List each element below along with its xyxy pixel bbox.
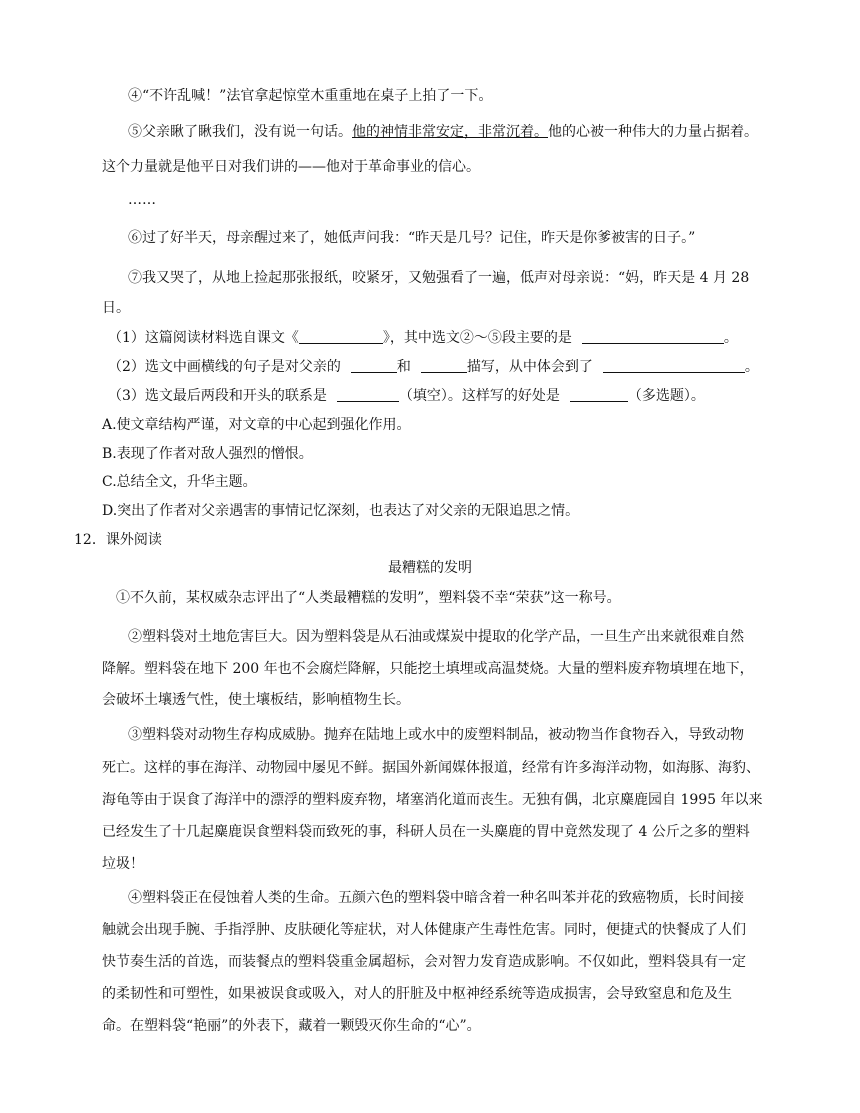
answer-blank-course-title[interactable] — [299, 329, 383, 344]
passage-paragraph-7: ⑦我又哭了，从地上捡起那张报纸，咬紧牙，又勉强看了一遍，低声对母亲说：“妈，昨天是 4 月 28 — [128, 270, 750, 286]
passage-paragraph-5-line2: 这个力量就是他平日对我们讲的——他对于革命事业的信心。 — [102, 159, 480, 175]
ellipsis: …… — [128, 192, 156, 208]
article-paragraph-4-line5: 命。在塑料袋“艳丽”的外表下，藏着一颗毁灭你生命的“心”。 — [102, 1018, 481, 1034]
answer-blank-main-content[interactable] — [582, 329, 724, 344]
option-c[interactable]: C.总结全文，升华主题。 — [102, 474, 257, 490]
question-3-text-cont: （填空）。这样写的好处是 — [398, 388, 560, 404]
article-paragraph-2-line2: 降解。塑料袋在地下 200 年也不会腐烂降解，只能挖土填埋或高温焚烧。大量的塑料废弃物填埋在地下， — [102, 661, 754, 677]
article-paragraph-4-line2: 触就会出现手腕、手指浮肿、皮肤硬化等症状，对人体健康产生毒性危害。同时，便捷式的快餐成了人们 — [102, 922, 746, 938]
article-paragraph-4-line3: 快节奏生活的首选，而装餐点的塑料袋重金属超标，会对智力发育造成影响。不仅如此，塑料袋具有一定 — [102, 954, 746, 970]
question-2-end: 。 — [744, 359, 759, 375]
answer-blank-understanding[interactable] — [603, 358, 745, 373]
question-1-end: 。 — [723, 330, 738, 346]
passage-paragraph-4: ④“不许乱喊！”法官拿起惊堂木重重地在桌子上拍了一下。 — [128, 88, 493, 104]
question-1-text-cont: 》，其中选文②～⑤段主要的是 — [382, 330, 572, 346]
article-paragraph-3-line1: ③塑料袋对动物生存构成威胁。抛弃在陆地上或水中的废塑料制品，被动物当作食物吞入，导致动物 — [128, 727, 744, 743]
article-paragraph-3-line5: 垃圾！ — [102, 856, 144, 872]
article-paragraph-3-line4: 已经发生了十几起麋鹿误食塑料袋而致死的事，科研人员在一头麋鹿的胃中竟然发现了 4 公斤之多的塑料 — [102, 824, 750, 840]
question-3-text: （3）选文最后两段和开头的联系是 — [108, 388, 327, 404]
passage-paragraph-5 — [128, 122, 758, 142]
question-3 — [108, 386, 705, 406]
option-a[interactable]: A.使文章结构严谨，对文章的中心起到强化作用。 — [102, 417, 411, 433]
question-2-and: 和 — [396, 359, 411, 375]
option-d[interactable]: D.突出了作者对父亲遇害的事情记忆深刻，也表达了对父亲的无限追思之情。 — [102, 503, 580, 519]
answer-blank-connection[interactable] — [337, 387, 399, 402]
article-paragraph-1: ①不久前，某权威杂志评出了“人类最糟糕的发明”，塑料袋不幸“荣获”这一称号。 — [116, 590, 621, 606]
article-title: 最糟糕的发明 — [388, 560, 472, 576]
article-paragraph-3-line3: 海龟等由于误食了海洋中的漂浮的塑料废弃物，堵塞消化道而丧生。无独有偶，北京麋鹿园自 1995 年以来 — [102, 792, 763, 808]
passage-paragraph-7-line2: 日。 — [102, 300, 130, 316]
p5-text-cont: 他的心被一种伟大的力量占据着。 — [548, 124, 758, 140]
question-2-text-cont: 描写，从中体会到了 — [466, 359, 593, 375]
answer-blank-benefit[interactable] — [570, 387, 628, 402]
underlined-sentence: 他的神情非常安定，非常沉着。 — [352, 124, 548, 140]
answer-blank-description-1[interactable] — [351, 358, 397, 373]
question-2-text: （2）选文中画横线的句子是对父亲的 — [108, 359, 341, 375]
article-paragraph-2-line1: ②塑料袋对土地危害巨大。因为塑料袋是从石油或煤炭中提取的化学产品，一旦生产出来就很难自然 — [128, 629, 744, 645]
passage-paragraph-6: ⑥过了好半天，母亲醒过来了，她低声问我：“昨天是几号？记住，昨天是你爹被害的日子。” — [128, 230, 696, 246]
p5-text: ⑤父亲瞅了瞅我们，没有说一句话。 — [128, 124, 352, 140]
question-3-end: （多选题）。 — [627, 388, 705, 404]
question-1 — [108, 328, 738, 348]
question-1-text: （1）这篇阅读材料选自课文《 — [108, 330, 299, 346]
answer-blank-description-2[interactable] — [421, 358, 467, 373]
section-heading: 12．课外阅读 — [74, 532, 162, 548]
option-b[interactable]: B.表现了作者对敌人强烈的憎恨。 — [102, 446, 313, 462]
article-paragraph-2-line3: 会破坏土壤透气性，使土壤板结，影响植物生长。 — [102, 692, 410, 708]
question-2 — [108, 357, 759, 377]
article-paragraph-4-line4: 的柔韧性和可塑性，如果被误食或吸入，对人的肝脏及中枢神经系统等造成损害，会导致窒息和危及生 — [102, 986, 732, 1002]
article-paragraph-4-line1: ④塑料袋正在侵蚀着人类的生命。五颜六色的塑料袋中暗含着一种名叫苯并花的致癌物质，长时间接 — [128, 890, 744, 906]
article-paragraph-3-line2: 死亡。这样的事在海洋、动物园中屡见不鲜。据国外新闻媒体报道，经常有许多海洋动物，如海豚、海豹、 — [102, 760, 760, 776]
